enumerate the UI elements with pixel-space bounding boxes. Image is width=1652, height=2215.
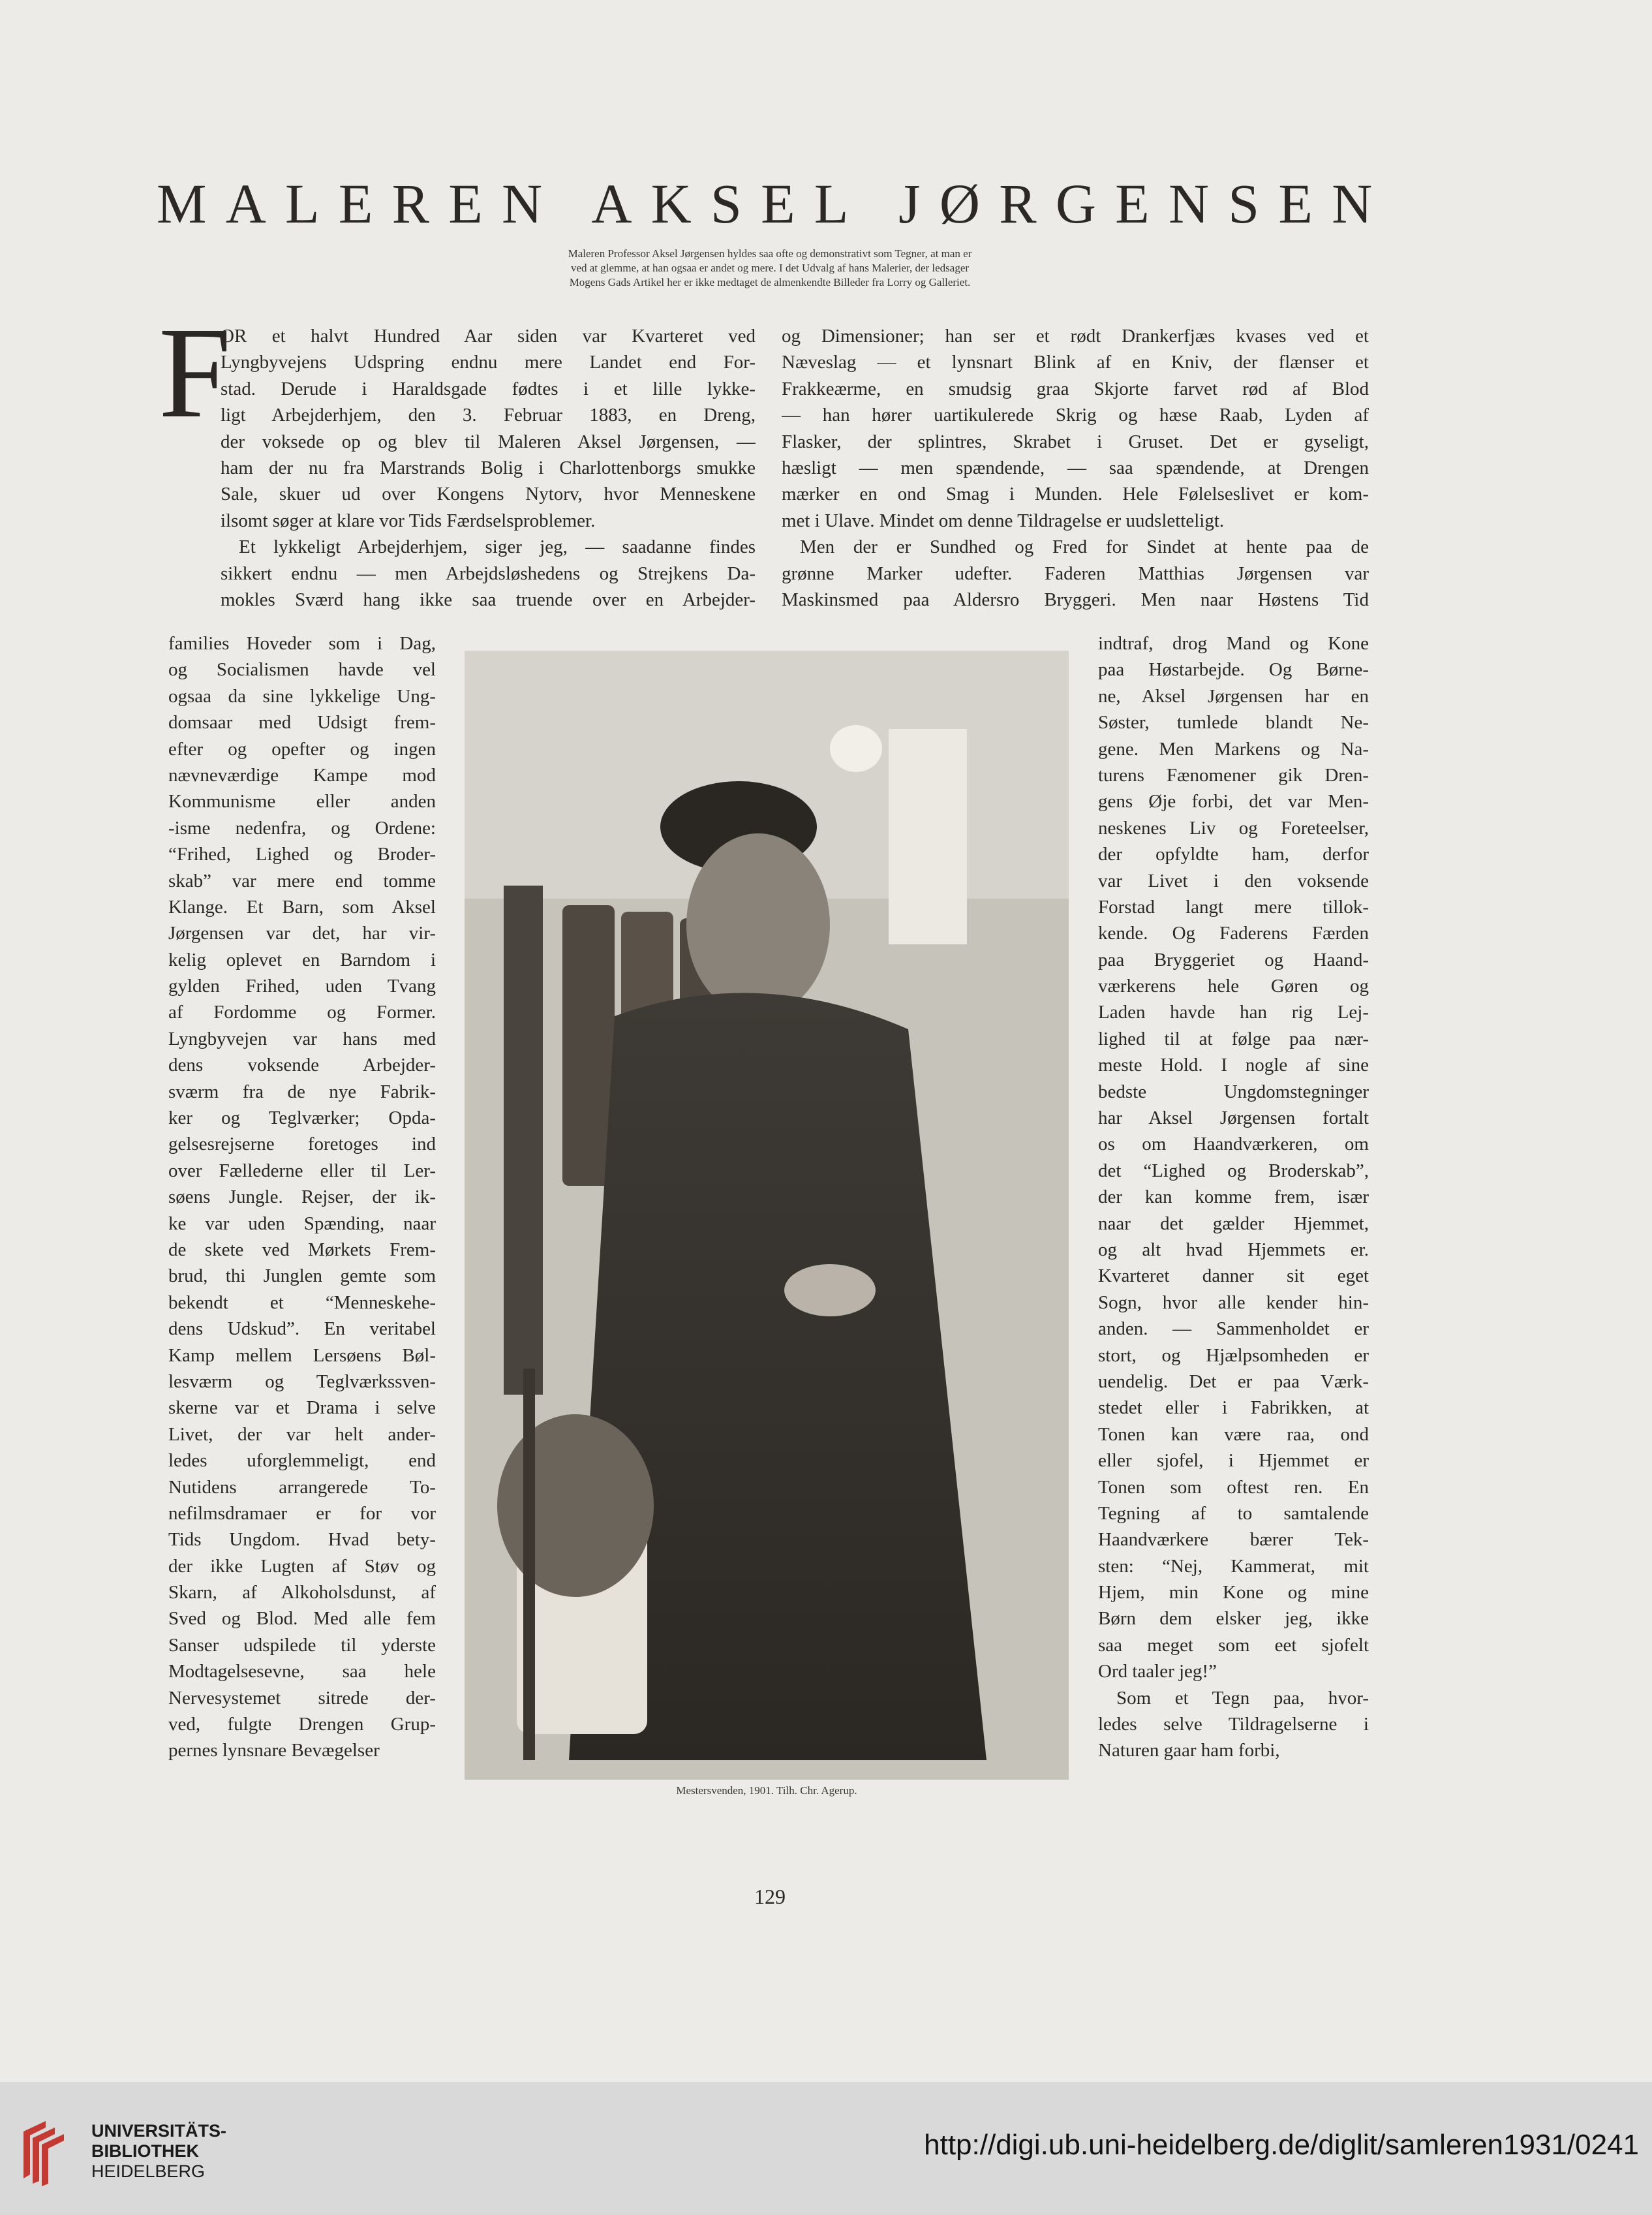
text-line: bekendt et “Menneskehe- — [168, 1292, 436, 1313]
text-line: Hjem, min Kone og mine — [1098, 1582, 1369, 1603]
text-line: efter og opefter og ingen — [168, 738, 436, 760]
text-line: lesværm og Teglværkssven- — [168, 1371, 436, 1392]
text-line: Børn dem elsker jeg, ikke — [1098, 1608, 1369, 1630]
text-line: stedet eller i Fabrikken, at — [1098, 1397, 1369, 1419]
text-line: kelig oplevet en Barndom i — [168, 949, 436, 970]
text-line: Modtagelsesevne, saa hele — [168, 1661, 436, 1682]
text-line: nefilmsdramaer er for vor — [168, 1502, 436, 1524]
text-line: skerne var et Drama i selve — [168, 1397, 436, 1419]
text-line: Kommunisme eller anden — [168, 791, 436, 813]
text-line: ke var uden Spænding, naar — [168, 1213, 436, 1234]
text-line: Laden havde han rig Lej- — [1098, 1002, 1369, 1023]
text-line: Kvarteret danner sit eget — [1098, 1265, 1369, 1287]
text-line: ne, Aksel Jørgensen har en — [1098, 685, 1369, 707]
text-line: Lyngbyvejens Udspring endnu mere Landet end For- — [221, 352, 756, 373]
library-name-line: BIBLIOTHEK — [91, 2141, 199, 2161]
text-line: Maskinsmed paa Aldersro Bryggeri. Men naar Høstens Tid — [782, 589, 1369, 610]
text-line: Tegning af to samtalende — [1098, 1502, 1369, 1524]
text-line: dens voksende Arbejder- — [168, 1055, 436, 1076]
text-line: ilsomt søger at klare vor Tids Færdselsproblemer. — [221, 510, 596, 531]
text-line: Skarn, af Alkoholsdunst, af — [168, 1582, 436, 1603]
text-line: Livet, der var helt ander- — [168, 1423, 436, 1445]
text-line: Jørgensen var det, har vir- — [168, 923, 436, 944]
subtitle-line: Mogens Gads Artikel her er ikke medtaget de almenkendte Billeder fra Lorry og Galleriet. — [569, 276, 971, 288]
text-line: ledes selve Tildragelserne i — [1098, 1714, 1369, 1735]
text-line: ham der nu fra Marstrands Bolig i Charlottenborgs smukke — [221, 457, 756, 478]
text-line: nævneværdige Kampe mod — [168, 764, 436, 786]
text-line: “Frihed, Lighed og Broder- — [168, 844, 436, 865]
text-line: bedste Ungdomstegninger — [1098, 1081, 1369, 1102]
text-line: det “Lighed og Broderskab”, — [1098, 1160, 1369, 1181]
text-line: søens Jungle. Rejser, der ik- — [168, 1186, 436, 1208]
text-line: sten: “Nej, Kammerat, mit — [1098, 1555, 1369, 1577]
page-number: 129 — [754, 1885, 786, 1908]
text-line: Haandværkere bærer Tek- — [1098, 1529, 1369, 1551]
text-line: Naturen gaar ham forbi, — [1098, 1740, 1280, 1761]
text-line: ogsaa da sine lykkelige Ung- — [168, 685, 436, 707]
article-title: MALEREN AKSEL JØRGENSEN — [157, 172, 1392, 235]
text-line: anden. — Sammenholdet er — [1098, 1318, 1369, 1340]
text-line: OR et halvt Hundred Aar siden var Kvarteret ved — [221, 326, 756, 347]
text-line: turens Fænomener gik Dren- — [1098, 764, 1369, 786]
text-line: brud, thi Junglen gemte som — [168, 1265, 436, 1287]
text-line: Sanser udspilede til yderste — [168, 1634, 436, 1656]
text-line: paa Høstarbejde. Og Børne- — [1098, 659, 1369, 681]
library-name-line: HEIDELBERG — [91, 2161, 206, 2181]
text-line: Et lykkeligt Arbejderhjem, siger jeg, — saadanne findes — [239, 536, 756, 558]
column-2-top — [782, 323, 1369, 613]
painting-illustration — [465, 651, 1069, 1780]
text-line: paa Bryggeriet og Haand- — [1098, 949, 1369, 970]
text-line: gylden Frihed, uden Tvang — [168, 976, 436, 997]
text-line: pernes lynsnare Bevægelser — [168, 1740, 380, 1761]
text-line: var Livet i den voksende — [1098, 870, 1369, 891]
text-line: dens Udskud”. En veritabel — [168, 1318, 436, 1340]
text-line: de skete ved Mørkets Frem- — [168, 1239, 436, 1260]
text-line: indtraf, drog Mand og Kone — [1098, 633, 1369, 654]
text-line: sværm fra de nye Fabrik- — [168, 1081, 436, 1102]
text-line: Sogn, hvor alle kender hin- — [1098, 1292, 1369, 1313]
text-line: ligt Arbejderhjem, den 3. Februar 1883, en Dreng, — [221, 405, 756, 426]
text-line: mokles Sværd hang ikke saa truende over en Arbejder- — [221, 589, 756, 610]
text-line: ledes uforglemmeligt, end — [168, 1450, 436, 1472]
figure-caption: Mestersvenden, 1901. Tilh. Chr. Agerup. — [676, 1784, 857, 1797]
text-line: — han hører uartikulerede Skrig og hæse Raab, Lyden af — [782, 405, 1369, 426]
text-line: Tonen som oftest ren. En — [1098, 1476, 1369, 1498]
text-line: uendelig. Det er paa Værk- — [1098, 1371, 1369, 1392]
text-line: skab” var mere end tomme — [168, 870, 436, 891]
text-line: stort, og Hjælpsomheden er — [1098, 1344, 1369, 1366]
text-line: og alt hvad Hjemmets er. — [1098, 1239, 1369, 1260]
text-line: Søster, tumlede blandt Ne- — [1098, 712, 1369, 734]
subtitle-line: ved at glemme, at han ogsaa er andet og mere. I det Udvalg af hans Malerier, der ledsager — [570, 262, 970, 274]
text-line: Frakkeærme, en smudsig graa Skjorte farvet rød af Blod — [782, 378, 1369, 399]
text-line: Som et Tegn paa, hvor- — [1116, 1687, 1369, 1709]
text-line: der ikke Lugten af Støv og — [168, 1555, 436, 1577]
text-line: Men der er Sundhed og Fred for Sindet at hente paa de — [800, 536, 1369, 558]
text-line: der opfyldte ham, derfor — [1098, 844, 1369, 865]
text-line: domsaar med Udsigt frem- — [168, 712, 436, 734]
text-line: Kamp mellem Lersøens Bøl- — [168, 1344, 436, 1366]
text-line: har Aksel Jørgensen fortalt — [1098, 1108, 1369, 1129]
text-line: Lyngbyvejen var hans med — [168, 1028, 436, 1049]
text-line: Nutidens arrangerede To- — [168, 1476, 436, 1498]
painting-image — [465, 651, 1069, 1780]
text-line: Forstad langt mere tillok- — [1098, 896, 1369, 918]
text-line: ved, fulgte Drengen Grup- — [168, 1714, 436, 1735]
library-name[interactable] — [91, 2121, 226, 2182]
text-line: Ord taaler jeg!” — [1098, 1661, 1217, 1682]
text-line: ker og Teglværker; Opda- — [168, 1108, 436, 1129]
footer-bar — [0, 2082, 1652, 2215]
text-line: sikkert endnu — men Arbejdsløshedens og Strejkens Da- — [221, 563, 756, 584]
text-line: der kan komme frem, især — [1098, 1186, 1369, 1208]
text-line: families Hoveder som i Dag, — [168, 633, 436, 654]
text-line: Klange. Et Barn, som Aksel — [168, 896, 436, 918]
text-line: gene. Men Markens og Na- — [1098, 738, 1369, 760]
text-line: Tonen kan være raa, ond — [1098, 1423, 1369, 1445]
text-line: os om Haandværkeren, om — [1098, 1134, 1369, 1155]
text-line: og Socialismen havde vel — [168, 659, 436, 681]
subtitle-line: Maleren Professor Aksel Jørgensen hyldes saa ofte og demonstrativt som Tegner, at man er — [568, 247, 972, 260]
text-line: gelsesrejserne foretoges ind — [168, 1134, 436, 1155]
text-line: hæsligt — men spændende, — saa spændende, at Drengen — [782, 457, 1369, 478]
text-line: met i Ulave. Mindet om denne Tildragelse er uudsletteligt. — [782, 510, 1225, 531]
text-line: Sved og Blod. Med alle fem — [168, 1608, 436, 1630]
text-line: eller sjofel, i Hjemmet er — [1098, 1450, 1369, 1472]
text-line: stad. Derude i Haraldsgade fødtes i et lille lykke- — [221, 378, 756, 399]
text-line: af Fordomme og Former. — [168, 1002, 436, 1023]
column-1-narrow — [168, 630, 436, 1764]
text-line: Flasker, der splintres, Skrabet i Gruset. Det er gyseligt, — [782, 431, 1369, 452]
text-line: neskenes Liv og Foreteelser, — [1098, 817, 1369, 839]
text-line: Nervesystemet sitrede der- — [168, 1687, 436, 1709]
text-line: værkerens hele Gøren og — [1098, 976, 1369, 997]
text-line: over Fællederne eller til Ler- — [168, 1160, 436, 1181]
text-line: saa meget som eet sjofelt — [1098, 1634, 1369, 1656]
text-line: der voksede op og blev til Maleren Aksel Jørgensen, — — [221, 431, 756, 452]
text-line: kende. Og Faderens Færden — [1098, 923, 1369, 944]
text-line: -isme nedenfra, og Ordene: — [168, 817, 436, 839]
subtitle — [418, 247, 1122, 290]
text-line: mærker en ond Smag i Munden. Hele Følelseslivet er kom- — [782, 484, 1369, 505]
column-1-top — [221, 323, 756, 613]
text-line: grønne Marker udefter. Faderen Matthias Jørgensen var — [782, 563, 1369, 584]
library-name-line: UNIVERSITÄTS- — [91, 2121, 227, 2141]
source-url[interactable]: http://digi.ub.uni-heidelberg.de/diglit/samleren1931/0241 — [924, 2129, 1639, 2161]
text-line: Tids Ungdom. Hvad bety- — [168, 1529, 436, 1551]
library-logo-icon[interactable] — [17, 2118, 72, 2186]
drop-cap: F — [159, 301, 232, 445]
text-line: lighed til at følge paa nær- — [1098, 1028, 1369, 1049]
text-line: naar det gælder Hjemmet, — [1098, 1213, 1369, 1234]
text-line: Næveslag — et lynsnart Blink af en Kniv, der flænser et — [782, 352, 1369, 373]
text-line: og Dimensioner; han ser et rødt Drankerfjæs kvases ved et — [782, 326, 1369, 347]
text-line: meste Hold. I nogle af sine — [1098, 1055, 1369, 1076]
text-line: gens Øje forbi, det var Men- — [1098, 791, 1369, 813]
column-2-narrow — [1098, 630, 1369, 1764]
text-line: Sale, skuer ud over Kongens Nytorv, hvor Menneskene — [221, 484, 756, 505]
